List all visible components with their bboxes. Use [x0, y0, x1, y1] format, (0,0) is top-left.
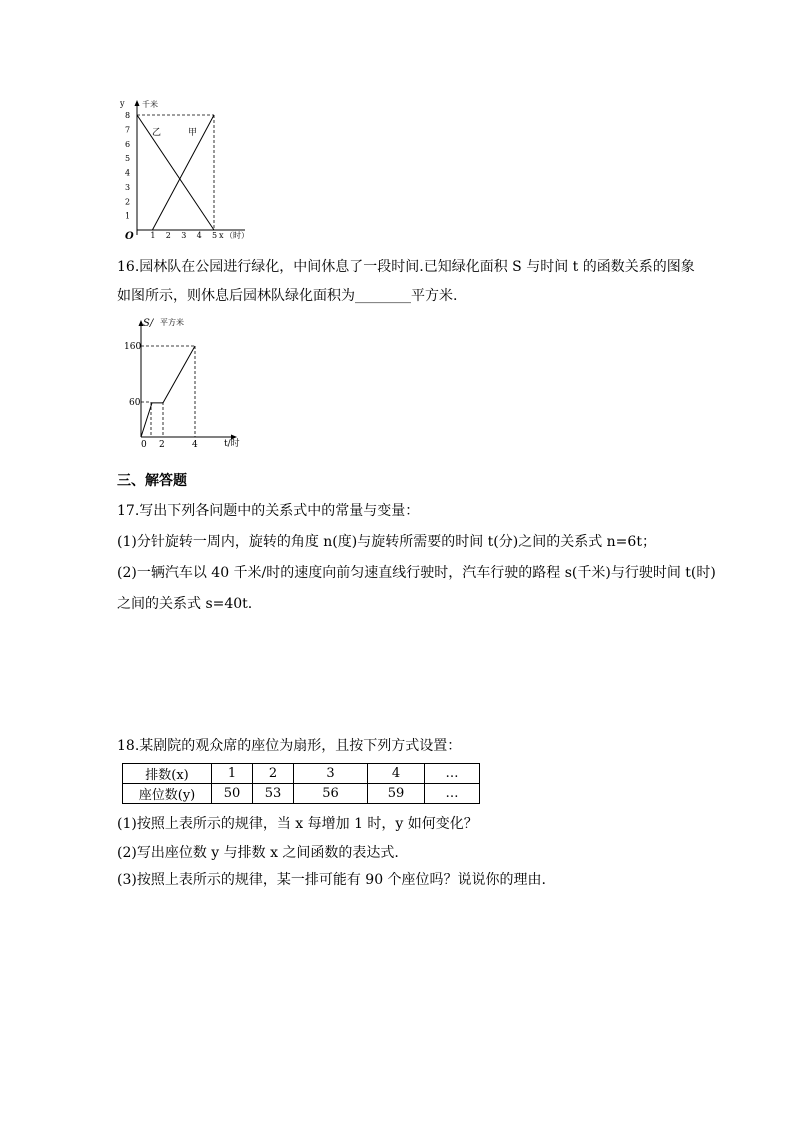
- chart1-xtick-label: 4: [196, 231, 202, 240]
- chart1-ytick-label: 5: [125, 154, 131, 164]
- chart1-x-unit: （时）: [225, 231, 249, 240]
- chart1-xtick-label: 3: [181, 231, 187, 240]
- chart2-x-axis-label: t/时: [224, 439, 240, 449]
- q16-line2: [117, 287, 457, 305]
- table-cell: 4: [368, 764, 425, 784]
- chart2-series-line: [141, 346, 195, 437]
- q16-answer-blank: ________: [355, 288, 411, 304]
- row-header-seats: 座位数(y): [123, 784, 212, 804]
- chart2-ytick-60: 60: [129, 398, 141, 408]
- chart2-y-axis-label: S/: [143, 318, 154, 329]
- table-cell: 1: [212, 764, 253, 784]
- chart1-origin-label: O: [125, 231, 134, 242]
- q18-part2: (2)写出座位数 y 与排数 x 之间函数的表达式.: [117, 845, 399, 861]
- section3-title: 三、解答题: [117, 473, 187, 489]
- chart1-y-axis-label: y: [120, 99, 125, 108]
- chart1-ytick-label: 8: [125, 111, 131, 120]
- table-cell: 3: [294, 764, 368, 784]
- q18-intro: 18.某剧院的观众席的座位为扇形，且按下列方式设置：: [117, 738, 462, 754]
- seat-table: [122, 763, 480, 804]
- chart1-ytick-label: 7: [125, 125, 131, 135]
- chart1-series-yi-line: [137, 115, 214, 230]
- table-cell: 53: [253, 784, 294, 804]
- table-row: [123, 784, 480, 804]
- q16-line1: 16.园林队在公园进行绿化，中间休息了一段时间.已知绿化面积 S 与时间 t 的函数关系的图象: [117, 259, 695, 275]
- chart2-xtick-2: 2: [159, 440, 165, 450]
- table-cell: 2: [253, 764, 294, 784]
- chart1-xtick-label: 1: [150, 231, 156, 240]
- chart1-xtick-label: 2: [165, 231, 171, 240]
- q18-part1: (1)按照上表所示的规律，当 x 每增加 1 时，y 如何变化？: [117, 816, 478, 832]
- q17-intro: 17.写出下列各问题中的关系式中的常量与变量：: [117, 503, 420, 519]
- distance-time-chart: [115, 95, 265, 245]
- chart2-y-unit: 平方米: [160, 318, 184, 327]
- row-header-rows: 排数(x): [123, 764, 212, 784]
- table-cell: …: [425, 764, 480, 784]
- chart1-ytick-label: 4: [125, 168, 131, 178]
- chart1-y-arrow: [135, 100, 140, 106]
- chart1-x-axis-label: x: [219, 231, 224, 240]
- area-time-chart: [115, 312, 255, 452]
- q18-part3: (3)按照上表所示的规律，某一排可能有 90 个座位吗？说说你的理由.: [117, 872, 546, 888]
- table-cell: 59: [368, 784, 425, 804]
- q16-line2-prefix: 如图所示，则休息后园林队绿化面积为: [117, 288, 355, 304]
- chart2-ytick-160: 160: [124, 342, 142, 352]
- q16-line2-suffix: 平方米.: [411, 288, 458, 304]
- chart1-series-jia-line: [152, 115, 214, 230]
- chart1-ytick-label: 6: [125, 139, 131, 149]
- q17-part2-line1: (2)一辆汽车以 40 千米/时的速度向前匀速直线行驶时，汽车行驶的路程 s(千米)与行驶时间 t(时): [117, 565, 716, 581]
- table-cell: 50: [212, 784, 253, 804]
- chart2-xtick-0: 0: [141, 440, 147, 450]
- chart1-ytick-label: 1: [125, 211, 131, 221]
- chart1-label-yi: 乙: [152, 128, 162, 138]
- q17-part2-line2: 之间的关系式 s=40t.: [117, 596, 253, 612]
- chart1-ytick-label: 3: [125, 182, 131, 192]
- table-row: [123, 764, 480, 784]
- chart2-xtick-4: 4: [192, 440, 198, 450]
- table-cell: …: [425, 784, 480, 804]
- chart1-y-unit: 千米: [142, 100, 158, 109]
- table-cell: 56: [294, 784, 368, 804]
- chart1-xtick-label: 5: [212, 231, 218, 240]
- q17-part1: (1)分针旋转一周内，旋转的角度 n(度)与旋转所需要的时间 t(分)之间的关系式 n=6t；: [117, 534, 656, 550]
- chart1-label-jia: 甲: [188, 128, 198, 138]
- chart1-ytick-label: 2: [125, 197, 131, 207]
